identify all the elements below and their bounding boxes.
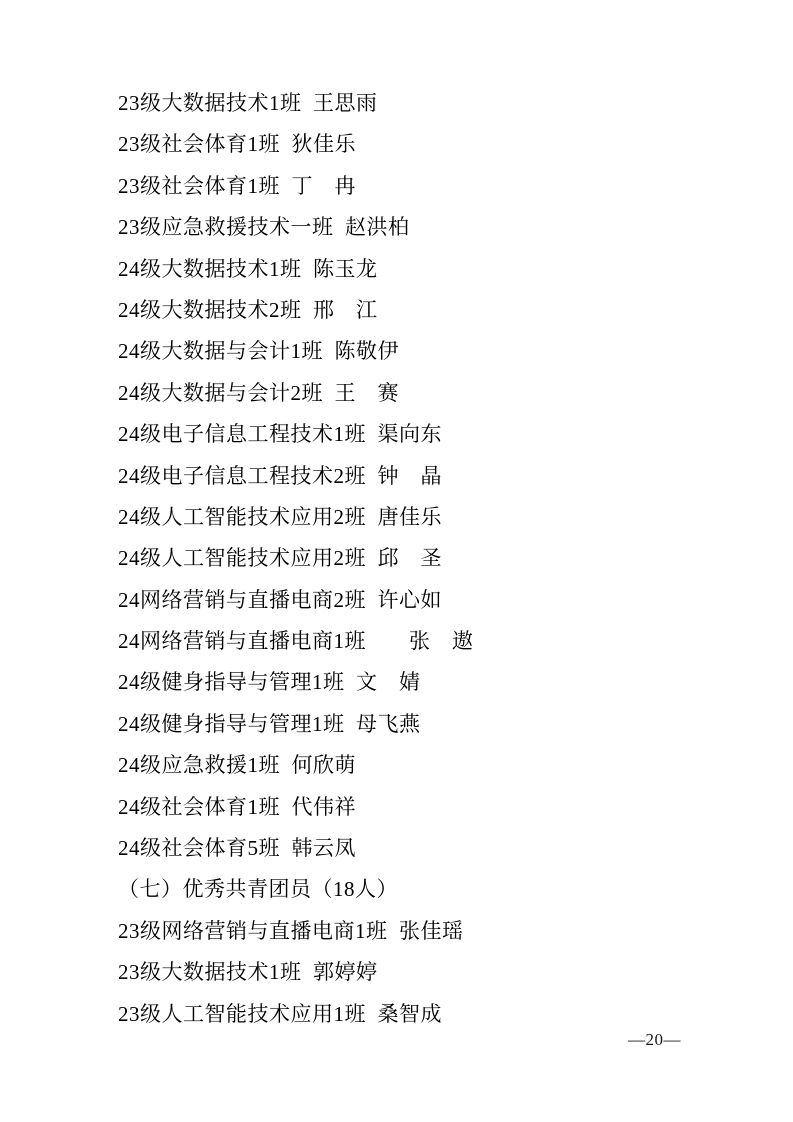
- award-list-item: 24级人工智能技术应用2班 唐佳乐: [118, 504, 442, 529]
- award-list-item: 24级社会体育5班 韩云凤: [118, 836, 356, 861]
- award-list-item: 24级健身指导与管理1班 母飞燕: [118, 711, 421, 736]
- document-body: [118, 83, 753, 1035]
- award-list-item: 23级社会体育1班 狄佳乐: [118, 132, 356, 157]
- award-list-item: 23级社会体育1班 丁 冉: [118, 173, 356, 198]
- award-list-item: 24级健身指导与管理1班 文 婧: [118, 670, 421, 695]
- award-list-item: 24级电子信息工程技术1班 渠向东: [118, 422, 442, 447]
- section-heading: （七）优秀共青团员（18人）: [118, 877, 398, 902]
- award-list-item: 24级社会体育1班 代伟祥: [118, 794, 356, 819]
- award-list-item: 24级人工智能技术应用2班 邱 圣: [118, 546, 442, 571]
- award-list-item: 23级大数据技术1班 王思雨: [118, 91, 378, 115]
- award-list-item: 24级大数据技术2班 邢 江: [118, 297, 378, 322]
- award-list-item: 24级应急救援1班 何欣萌: [118, 753, 356, 778]
- award-list-item: 23级网络营销与直播电商1班 张佳瑶: [118, 918, 464, 943]
- award-list-item: 23级应急救援技术一班 赵洪柏: [118, 215, 410, 240]
- award-list-item: 24级大数据与会计2班 王 赛: [118, 380, 399, 405]
- award-list-item: 24级电子信息工程技术2班 钟 晶: [118, 463, 442, 488]
- award-list-item: 24级大数据技术1班 陈玉龙: [118, 256, 378, 281]
- award-list-item: 24网络营销与直播电商1班 张 遨: [118, 629, 474, 654]
- page-number: —20—: [628, 1030, 681, 1049]
- award-list-item: 24级大数据与会计1班 陈敬伊: [118, 339, 399, 364]
- award-list-item: 23级人工智能技术应用1班 桑智成: [118, 1001, 442, 1026]
- award-list-item: 24网络营销与直播电商2班 许心如: [118, 587, 442, 612]
- award-list-item: 23级大数据技术1班 郭婷婷: [118, 960, 378, 985]
